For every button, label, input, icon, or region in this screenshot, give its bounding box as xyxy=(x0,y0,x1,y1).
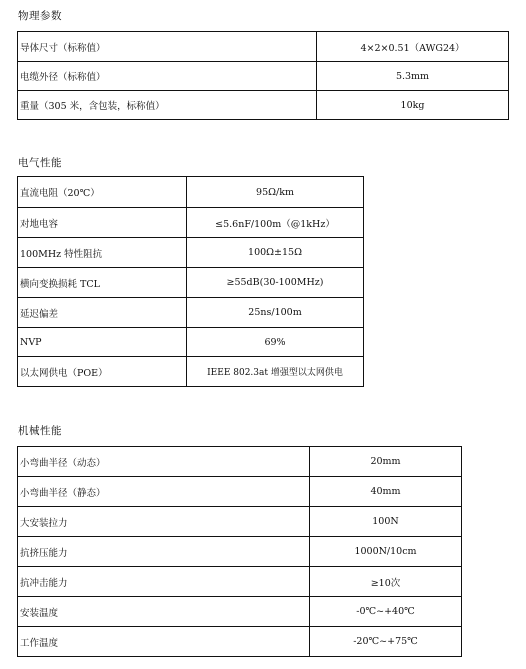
electrical-value: ≥55dB(30-100MHz) xyxy=(187,268,364,298)
table-row xyxy=(18,328,364,357)
physical-label: 重量（305 米，含包装，标称值） xyxy=(18,91,317,120)
electrical-value: 69% xyxy=(187,328,364,357)
electrical-table xyxy=(17,176,364,387)
physical-section-title: 物理参数 xyxy=(18,10,62,22)
table-row xyxy=(18,537,462,567)
mechanical-label: 抗冲击能力 xyxy=(18,567,310,597)
mechanical-value: -20℃~+75℃ xyxy=(310,627,462,657)
mechanical-label: 小弯曲半径（动态） xyxy=(18,447,310,477)
electrical-label: 横向变换损耗 TCL xyxy=(18,268,187,298)
mechanical-value: -0℃~+40℃ xyxy=(310,597,462,627)
electrical-value: 95Ω/km xyxy=(187,177,364,208)
table-row xyxy=(18,597,462,627)
mechanical-label: 大安装拉力 xyxy=(18,507,310,537)
table-row xyxy=(18,91,509,120)
table-row xyxy=(18,238,364,268)
table-row xyxy=(18,447,462,477)
physical-value: 4×2×0.51（AWG24） xyxy=(317,32,509,62)
table-row xyxy=(18,298,364,328)
table-row xyxy=(18,208,364,238)
table-row xyxy=(18,477,462,507)
mechanical-label: 抗挤压能力 xyxy=(18,537,310,567)
physical-table xyxy=(17,31,509,120)
table-row xyxy=(18,62,509,91)
mechanical-value: 100N xyxy=(310,507,462,537)
mechanical-value: 40mm xyxy=(310,477,462,507)
electrical-section-title: 电气性能 xyxy=(18,157,62,169)
electrical-label: 对地电容 xyxy=(18,208,187,238)
table-row xyxy=(18,268,364,298)
table-row xyxy=(18,507,462,537)
mechanical-label: 安装温度 xyxy=(18,597,310,627)
table-row xyxy=(18,357,364,387)
table-row xyxy=(18,177,364,208)
mechanical-value: 20mm xyxy=(310,447,462,477)
electrical-value: IEEE 802.3at 增强型以太网供电 xyxy=(187,357,364,387)
electrical-label: 延迟偏差 xyxy=(18,298,187,328)
electrical-value: ≤5.6nF/100m（@1kHz） xyxy=(187,208,364,238)
table-row xyxy=(18,567,462,597)
physical-label: 导体尺寸（标称值） xyxy=(18,32,317,62)
electrical-value: 25ns/100m xyxy=(187,298,364,328)
mechanical-label: 小弯曲半径（静态） xyxy=(18,477,310,507)
physical-value: 5.3mm xyxy=(317,62,509,91)
electrical-label: 以太网供电（POE） xyxy=(18,357,187,387)
mechanical-value: ≥10次 xyxy=(310,567,462,597)
mechanical-value: 1000N/10cm xyxy=(310,537,462,567)
table-row xyxy=(18,32,509,62)
mechanical-table xyxy=(17,446,462,657)
mechanical-section-title: 机械性能 xyxy=(18,425,62,437)
physical-label: 电缆外径（标称值） xyxy=(18,62,317,91)
mechanical-label: 工作温度 xyxy=(18,627,310,657)
electrical-label: 100MHz 特性阻抗 xyxy=(18,238,187,268)
table-row xyxy=(18,627,462,657)
electrical-label: NVP xyxy=(18,328,187,357)
physical-value: 10kg xyxy=(317,91,509,120)
electrical-label: 直流电阻（20℃） xyxy=(18,177,187,208)
electrical-value: 100Ω±15Ω xyxy=(187,238,364,268)
